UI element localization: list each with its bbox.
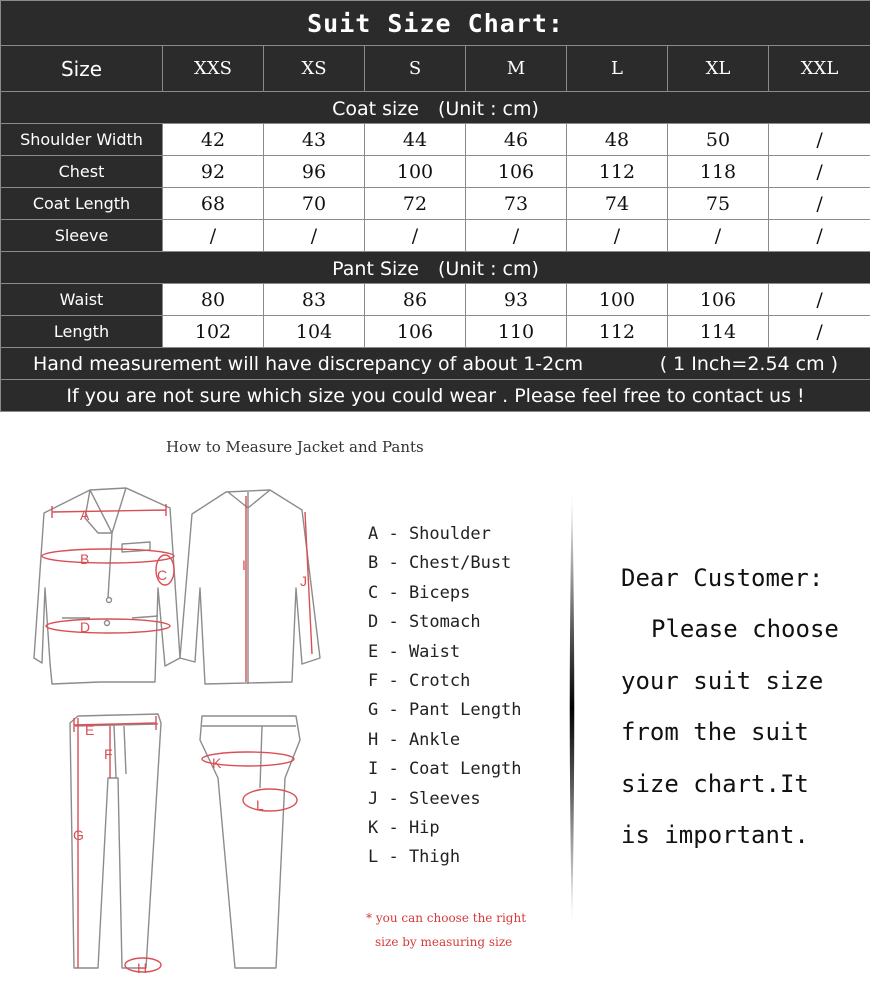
legend-item: F - Crotch	[368, 670, 471, 691]
table-cell: 118	[668, 156, 769, 188]
table-cell: 100	[365, 156, 466, 188]
table-cell: /	[163, 220, 264, 252]
measurement-legend	[368, 520, 522, 873]
row-label: Sleeve	[1, 220, 163, 252]
table-cell: 43	[264, 124, 365, 156]
table-cell: 44	[365, 124, 466, 156]
table-cell: /	[668, 220, 769, 252]
table-cell: 46	[466, 124, 567, 156]
label-a: A	[80, 507, 90, 523]
table-cell: 96	[264, 156, 365, 188]
legend-item: D - Stomach	[368, 612, 481, 633]
chart-title: Suit Size Chart:	[1, 1, 870, 46]
table-cell: 104	[264, 316, 365, 348]
table-cell: 112	[567, 156, 668, 188]
customer-message	[621, 558, 861, 866]
legend-item: E - Waist	[368, 641, 461, 662]
label-d: D	[80, 619, 91, 635]
table-row	[1, 220, 870, 252]
customer-message-line: size chart.It	[621, 769, 809, 798]
table-row	[1, 188, 870, 220]
size-s: S	[365, 46, 466, 92]
table-cell: 100	[567, 284, 668, 316]
legend-item: C - Biceps	[368, 582, 471, 603]
table-cell: /	[769, 124, 870, 156]
suit-size-chart	[0, 0, 870, 412]
legend-item: K - Hip	[368, 817, 440, 838]
table-cell: /	[769, 188, 870, 220]
label-b: B	[80, 551, 90, 567]
vertical-divider	[566, 488, 578, 928]
table-cell: 50	[668, 124, 769, 156]
measuring-tip-line: * you can choose the right	[366, 911, 527, 925]
table-cell: 110	[466, 316, 567, 348]
table-cell: 114	[668, 316, 769, 348]
pant-section-header: Pant Size (Unit : cm)	[1, 252, 870, 284]
measuring-tip	[366, 906, 556, 954]
measurement-note	[1, 348, 870, 380]
label-c: C	[157, 567, 168, 583]
customer-message-line: Please choose	[651, 615, 839, 644]
jacket-back-outline	[180, 490, 320, 684]
size-xl: XL	[668, 46, 769, 92]
table-cell: /	[769, 284, 870, 316]
table-cell: 86	[365, 284, 466, 316]
label-e: E	[85, 722, 95, 738]
table-cell: 92	[163, 156, 264, 188]
label-g: G	[73, 827, 84, 843]
legend-item: J - Sleeves	[368, 788, 481, 809]
legend-item: H - Ankle	[368, 729, 461, 750]
measure-guide-title: How to Measure Jacket and Pants	[166, 438, 424, 456]
table-cell: /	[769, 156, 870, 188]
customer-message-line: from the suit	[621, 718, 809, 747]
table-row	[1, 316, 870, 348]
legend-item: I - Coat Length	[368, 759, 522, 780]
size-xxl: XXL	[769, 46, 870, 92]
inch-conversion-note: ( 1 Inch=2.54 cm )	[659, 352, 839, 375]
size-m: M	[466, 46, 567, 92]
legend-item: B - Chest/Bust	[368, 553, 512, 574]
coat-section-header: Coat size (Unit : cm)	[1, 92, 870, 124]
table-cell: 83	[264, 284, 365, 316]
discrepancy-note: Hand measurement will have discrepancy of about 1-2cm	[33, 352, 584, 375]
label-i: I	[242, 557, 246, 573]
table-cell: 106	[668, 284, 769, 316]
legend-item: L - Thigh	[368, 847, 461, 868]
jacket-back-seam	[228, 490, 270, 684]
label-h: H	[137, 960, 148, 976]
legend-item: G - Pant Length	[368, 700, 522, 721]
table-cell: 106	[365, 316, 466, 348]
size-label: Size	[1, 46, 163, 92]
customer-message-line: your suit size	[621, 666, 824, 695]
table-row	[1, 284, 870, 316]
table-cell: 74	[567, 188, 668, 220]
table-cell: /	[264, 220, 365, 252]
row-label: Waist	[1, 284, 163, 316]
table-cell: /	[466, 220, 567, 252]
measuring-tip-line: size by measuring size	[375, 935, 513, 949]
table-row	[1, 156, 870, 188]
jacket-lapel	[85, 488, 126, 598]
table-cell: 112	[567, 316, 668, 348]
label-l: L	[256, 797, 264, 813]
table-row	[1, 124, 870, 156]
table-cell: /	[769, 220, 870, 252]
row-label: Length	[1, 316, 163, 348]
table-cell: 72	[365, 188, 466, 220]
table-cell: 73	[466, 188, 567, 220]
table-cell: 48	[567, 124, 668, 156]
row-label: Shoulder Width	[1, 124, 163, 156]
table-cell: /	[365, 220, 466, 252]
table-cell: 80	[163, 284, 264, 316]
size-header-row	[1, 46, 870, 92]
row-label: Chest	[1, 156, 163, 188]
table-cell: 93	[466, 284, 567, 316]
size-xxs: XXS	[163, 46, 264, 92]
contact-note: If you are not sure which size you could wear . Please feel free to contact us !	[1, 380, 870, 412]
table-cell: /	[769, 316, 870, 348]
jacket-front-outline	[34, 488, 180, 684]
jacket-button	[105, 621, 110, 626]
size-l: L	[567, 46, 668, 92]
size-xs: XS	[264, 46, 365, 92]
jacket-button	[107, 598, 112, 603]
table-cell: 68	[163, 188, 264, 220]
table-cell: 42	[163, 124, 264, 156]
customer-message-line: is important.	[621, 820, 809, 849]
row-label: Coat Length	[1, 188, 163, 220]
customer-greeting: Dear Customer:	[621, 564, 824, 592]
label-k: K	[212, 755, 222, 771]
table-cell: 70	[264, 188, 365, 220]
table-cell: 75	[668, 188, 769, 220]
table-cell: 106	[466, 156, 567, 188]
measurement-diagram	[30, 478, 350, 988]
jacket-side-pocket	[62, 616, 158, 618]
table-cell: 102	[163, 316, 264, 348]
legend-item: A - Shoulder	[368, 524, 491, 544]
label-j: J	[300, 573, 307, 589]
label-f: F	[104, 746, 113, 762]
table-cell: /	[567, 220, 668, 252]
